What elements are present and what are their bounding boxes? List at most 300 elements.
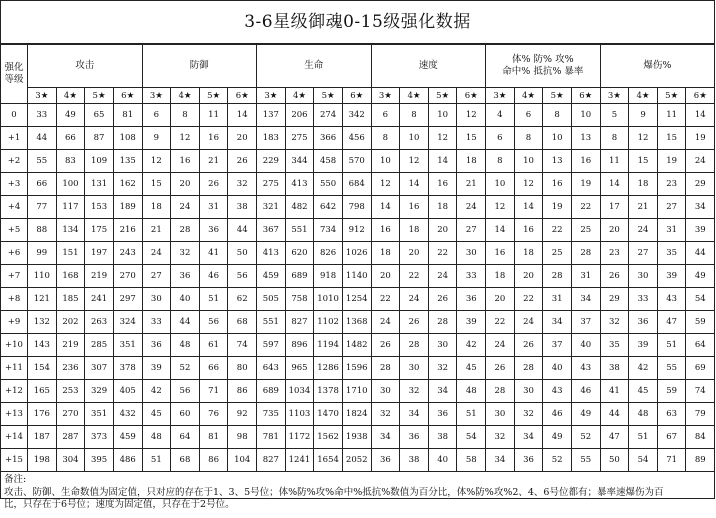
value-cell: 10 (371, 150, 400, 173)
value-cell: 241 (85, 288, 114, 311)
value-cell: 253 (56, 380, 85, 403)
value-cell: 20 (600, 219, 629, 242)
value-cell: 21 (629, 196, 658, 219)
value-cell: 187 (28, 426, 57, 449)
value-cell: 33 (457, 265, 486, 288)
group-header-1 (142, 45, 257, 88)
value-cell: 47 (657, 311, 686, 334)
value-cell: 12 (629, 127, 658, 150)
value-cell: 24 (142, 242, 171, 265)
value-cell: 275 (285, 127, 314, 150)
star-header: 5★ (314, 88, 343, 104)
value-cell: 56 (199, 311, 228, 334)
value-cell: 168 (56, 265, 85, 288)
value-cell: 16 (571, 150, 600, 173)
value-cell: 33 (28, 104, 57, 127)
value-cell: 643 (257, 357, 286, 380)
value-cell: 108 (113, 127, 142, 150)
value-cell: 30 (514, 380, 543, 403)
value-cell: 55 (571, 449, 600, 472)
star-header-row (1, 88, 715, 104)
star-header: 6★ (113, 88, 142, 104)
value-cell: 35 (657, 242, 686, 265)
value-cell: 10 (428, 104, 457, 127)
value-cell: 9 (142, 127, 171, 150)
value-cell: 162 (113, 173, 142, 196)
value-cell: 51 (142, 449, 171, 472)
value-cell: 8 (371, 127, 400, 150)
value-cell: 36 (400, 426, 429, 449)
value-cell: 304 (56, 449, 85, 472)
value-cell: 71 (657, 449, 686, 472)
value-cell: 28 (428, 311, 457, 334)
value-cell: 30 (400, 357, 429, 380)
value-cell: 202 (56, 311, 85, 334)
value-cell: 16 (428, 173, 457, 196)
value-cell: 2052 (342, 449, 371, 472)
value-cell: 11 (199, 104, 228, 127)
value-cell: 12 (457, 104, 486, 127)
value-cell: 23 (657, 173, 686, 196)
value-cell: 27 (457, 219, 486, 242)
value-cell: 49 (543, 426, 572, 449)
value-cell: 14 (400, 173, 429, 196)
value-cell: 24 (428, 265, 457, 288)
value-cell: 1254 (342, 288, 371, 311)
value-cell: 25 (571, 219, 600, 242)
value-cell: 154 (28, 357, 57, 380)
value-cell: 22 (371, 288, 400, 311)
value-cell: 121 (28, 288, 57, 311)
value-cell: 26 (486, 357, 515, 380)
value-cell: 84 (686, 426, 715, 449)
level-cell: 0 (1, 104, 28, 127)
value-cell: 32 (428, 357, 457, 380)
value-cell: 1172 (285, 426, 314, 449)
value-cell: 206 (285, 104, 314, 127)
value-cell: 263 (85, 311, 114, 334)
value-cell: 14 (371, 196, 400, 219)
value-cell: 1140 (342, 265, 371, 288)
value-cell: 14 (514, 196, 543, 219)
value-cell: 132 (28, 311, 57, 334)
value-cell: 1241 (285, 449, 314, 472)
star-header: 6★ (228, 88, 257, 104)
value-cell: 64 (171, 426, 200, 449)
value-cell: 432 (113, 403, 142, 426)
value-cell: 46 (199, 265, 228, 288)
value-cell: 16 (400, 196, 429, 219)
star-header: 5★ (85, 88, 114, 104)
value-cell: 24 (686, 150, 715, 173)
value-cell: 329 (85, 380, 114, 403)
value-cell: 39 (629, 334, 658, 357)
value-cell: 287 (56, 426, 85, 449)
value-cell: 81 (113, 104, 142, 127)
star-header: 4★ (171, 88, 200, 104)
value-cell: 8 (400, 104, 429, 127)
value-cell: 42 (629, 357, 658, 380)
value-cell: 28 (371, 357, 400, 380)
level-cell: +2 (1, 150, 28, 173)
value-cell: 54 (686, 288, 715, 311)
value-cell: 54 (629, 449, 658, 472)
star-header: 6★ (686, 88, 715, 104)
value-cell: 12 (371, 173, 400, 196)
value-cell: 197 (85, 242, 114, 265)
value-cell: 285 (85, 334, 114, 357)
value-cell: 28 (171, 219, 200, 242)
value-cell: 27 (629, 242, 658, 265)
value-cell: 40 (428, 449, 457, 472)
value-cell: 274 (314, 104, 343, 127)
value-cell: 37 (543, 334, 572, 357)
value-cell: 684 (342, 173, 371, 196)
value-cell: 15 (657, 127, 686, 150)
value-cell: 50 (600, 449, 629, 472)
value-cell: 12 (486, 196, 515, 219)
value-cell: 87 (85, 127, 114, 150)
value-cell: 66 (28, 173, 57, 196)
value-cell: 342 (342, 104, 371, 127)
value-cell: 30 (457, 242, 486, 265)
value-cell: 1010 (314, 288, 343, 311)
value-cell: 49 (686, 265, 715, 288)
value-cell: 14 (486, 219, 515, 242)
value-cell: 80 (228, 357, 257, 380)
value-cell: 38 (600, 357, 629, 380)
star-header: 3★ (600, 88, 629, 104)
value-cell: 32 (486, 426, 515, 449)
value-cell: 8 (514, 127, 543, 150)
value-cell: 76 (199, 403, 228, 426)
value-cell: 597 (257, 334, 286, 357)
value-cell: 28 (571, 242, 600, 265)
value-cell: 99 (28, 242, 57, 265)
value-cell: 18 (428, 196, 457, 219)
value-cell: 34 (400, 403, 429, 426)
value-cell: 33 (142, 311, 171, 334)
value-cell: 41 (199, 242, 228, 265)
value-cell: 456 (342, 127, 371, 150)
level-cell: +13 (1, 403, 28, 426)
table-row (1, 334, 715, 357)
star-header: 6★ (571, 88, 600, 104)
table-row (1, 449, 715, 472)
value-cell: 16 (486, 242, 515, 265)
value-cell: 77 (28, 196, 57, 219)
value-cell: 12 (514, 173, 543, 196)
value-cell: 68 (228, 311, 257, 334)
value-cell: 45 (629, 380, 658, 403)
value-cell: 1824 (342, 403, 371, 426)
value-cell: 176 (28, 403, 57, 426)
value-cell: 14 (600, 173, 629, 196)
value-cell: 32 (228, 173, 257, 196)
value-cell: 912 (342, 219, 371, 242)
value-cell: 29 (686, 173, 715, 196)
value-cell: 47 (600, 426, 629, 449)
star-header: 4★ (56, 88, 85, 104)
value-cell: 28 (486, 380, 515, 403)
value-cell: 551 (257, 311, 286, 334)
value-cell: 1286 (314, 357, 343, 380)
value-cell: 270 (56, 403, 85, 426)
level-cell: +15 (1, 449, 28, 472)
value-cell: 351 (85, 403, 114, 426)
group-header-label: 爆伤% (643, 60, 672, 71)
value-cell: 6 (142, 104, 171, 127)
value-cell: 826 (314, 242, 343, 265)
notes-label: 备注: (4, 474, 27, 485)
value-cell: 48 (457, 380, 486, 403)
value-cell: 32 (371, 403, 400, 426)
value-cell: 17 (600, 196, 629, 219)
value-cell: 68 (171, 449, 200, 472)
value-cell: 104 (228, 449, 257, 472)
table-row (1, 265, 715, 288)
value-cell: 61 (199, 334, 228, 357)
value-cell: 16 (199, 127, 228, 150)
value-cell: 19 (571, 173, 600, 196)
notes-line-1: 攻击、防御、生命数值为固定值，只对应的存在于1、3、5号位；体%防%攻%命中%抵抗%数值为百分比，体%防%攻%2、4、6号位都有；暴率速爆伤为百 (4, 486, 664, 498)
value-cell: 32 (514, 403, 543, 426)
value-cell: 44 (228, 219, 257, 242)
value-cell: 183 (257, 127, 286, 150)
value-cell: 243 (113, 242, 142, 265)
table-row (1, 403, 715, 426)
value-cell: 6 (486, 127, 515, 150)
level-cell: +14 (1, 426, 28, 449)
star-header: 3★ (486, 88, 515, 104)
value-cell: 74 (228, 334, 257, 357)
value-cell: 55 (657, 357, 686, 380)
star-header: 6★ (457, 88, 486, 104)
value-cell: 109 (85, 150, 114, 173)
value-cell: 25 (543, 242, 572, 265)
value-cell: 10 (571, 104, 600, 127)
value-cell: 88 (28, 219, 57, 242)
table-row (1, 311, 715, 334)
value-cell: 39 (142, 357, 171, 380)
value-cell: 378 (113, 357, 142, 380)
value-cell: 32 (600, 311, 629, 334)
value-cell: 31 (571, 265, 600, 288)
value-cell: 550 (314, 173, 343, 196)
value-cell: 20 (228, 127, 257, 150)
group-header-2 (257, 45, 372, 88)
value-cell: 83 (56, 150, 85, 173)
value-cell: 43 (657, 288, 686, 311)
value-cell: 28 (514, 357, 543, 380)
table-row (1, 196, 715, 219)
level-cell: +5 (1, 219, 28, 242)
level-cell: +7 (1, 265, 28, 288)
value-cell: 45 (457, 357, 486, 380)
value-cell: 22 (514, 288, 543, 311)
value-cell: 32 (400, 380, 429, 403)
value-cell: 324 (113, 311, 142, 334)
value-cell: 1102 (314, 311, 343, 334)
value-cell: 39 (686, 219, 715, 242)
value-cell: 13 (543, 150, 572, 173)
value-cell: 34 (571, 288, 600, 311)
value-cell: 15 (457, 127, 486, 150)
value-cell: 20 (486, 288, 515, 311)
value-cell: 86 (199, 449, 228, 472)
value-cell: 69 (686, 357, 715, 380)
value-cell: 781 (257, 426, 286, 449)
value-cell: 18 (514, 242, 543, 265)
level-cell: +4 (1, 196, 28, 219)
value-cell: 896 (285, 334, 314, 357)
value-cell: 30 (629, 265, 658, 288)
group-header-label: 攻击 (75, 60, 95, 71)
value-cell: 18 (371, 242, 400, 265)
value-cell: 918 (314, 265, 343, 288)
value-cell: 1562 (314, 426, 343, 449)
value-cell: 642 (314, 196, 343, 219)
value-cell: 413 (285, 173, 314, 196)
value-cell: 50 (228, 242, 257, 265)
value-cell: 24 (514, 311, 543, 334)
value-cell: 46 (571, 380, 600, 403)
value-cell: 65 (85, 104, 114, 127)
value-cell: 10 (486, 173, 515, 196)
value-cell: 297 (113, 288, 142, 311)
level-cell: +8 (1, 288, 28, 311)
group-header-5 (600, 45, 715, 88)
value-cell: 18 (486, 265, 515, 288)
value-cell: 34 (686, 196, 715, 219)
value-cell: 6 (371, 104, 400, 127)
table-row (1, 104, 715, 127)
value-cell: 236 (56, 357, 85, 380)
value-cell: 33 (629, 288, 658, 311)
value-cell: 51 (457, 403, 486, 426)
value-cell: 20 (371, 265, 400, 288)
value-cell: 54 (457, 426, 486, 449)
level-cell: +10 (1, 334, 28, 357)
value-cell: 8 (543, 104, 572, 127)
value-cell: 64 (686, 334, 715, 357)
value-cell: 307 (85, 357, 114, 380)
value-cell: 24 (171, 196, 200, 219)
value-cell: 351 (113, 334, 142, 357)
value-cell: 14 (686, 104, 715, 127)
value-cell: 5 (600, 104, 629, 127)
value-cell: 27 (657, 196, 686, 219)
value-cell: 81 (199, 426, 228, 449)
value-cell: 36 (514, 449, 543, 472)
value-cell: 38 (428, 426, 457, 449)
value-cell: 26 (400, 311, 429, 334)
value-cell: 620 (285, 242, 314, 265)
value-cell: 30 (371, 380, 400, 403)
value-cell: 458 (314, 150, 343, 173)
table-row (1, 127, 715, 150)
value-cell: 19 (686, 127, 715, 150)
star-header: 5★ (199, 88, 228, 104)
group-header-label: 生命 (304, 60, 324, 71)
value-cell: 219 (85, 265, 114, 288)
value-cell: 22 (428, 242, 457, 265)
value-cell: 20 (428, 219, 457, 242)
value-cell: 344 (285, 150, 314, 173)
table-row (1, 357, 715, 380)
value-cell: 16 (543, 173, 572, 196)
value-cell: 131 (85, 173, 114, 196)
level-cell: +6 (1, 242, 28, 265)
star-header: 5★ (657, 88, 686, 104)
value-cell: 9 (629, 104, 658, 127)
value-cell: 13 (571, 127, 600, 150)
value-cell: 34 (486, 449, 515, 472)
value-cell: 30 (142, 288, 171, 311)
value-cell: 10 (514, 150, 543, 173)
value-cell: 43 (543, 380, 572, 403)
value-cell: 10 (543, 127, 572, 150)
star-header: 5★ (543, 88, 572, 104)
value-cell: 79 (686, 403, 715, 426)
value-cell: 1368 (342, 311, 371, 334)
value-cell: 189 (113, 196, 142, 219)
value-cell: 24 (629, 219, 658, 242)
value-cell: 12 (142, 150, 171, 173)
value-cell: 39 (657, 265, 686, 288)
value-cell: 275 (257, 173, 286, 196)
value-cell: 89 (686, 449, 715, 472)
value-cell: 8 (600, 127, 629, 150)
value-cell: 4 (486, 104, 515, 127)
value-cell: 229 (257, 150, 286, 173)
value-cell: 366 (314, 127, 343, 150)
value-cell: 14 (228, 104, 257, 127)
value-cell: 21 (142, 219, 171, 242)
table-row (1, 242, 715, 265)
value-cell: 18 (457, 150, 486, 173)
value-cell: 1654 (314, 449, 343, 472)
value-cell: 486 (113, 449, 142, 472)
value-cell: 1482 (342, 334, 371, 357)
value-cell: 40 (171, 288, 200, 311)
value-cell: 20 (171, 173, 200, 196)
value-cell: 482 (285, 196, 314, 219)
value-cell: 798 (342, 196, 371, 219)
value-cell: 66 (56, 127, 85, 150)
value-cell: 30 (428, 334, 457, 357)
value-cell: 71 (199, 380, 228, 403)
value-cell: 100 (56, 173, 85, 196)
value-cell: 110 (28, 265, 57, 288)
value-cell: 42 (142, 380, 171, 403)
value-cell: 26 (371, 334, 400, 357)
value-cell: 117 (56, 196, 85, 219)
value-cell: 24 (400, 288, 429, 311)
value-cell: 26 (199, 173, 228, 196)
value-cell: 59 (686, 311, 715, 334)
value-cell: 20 (514, 265, 543, 288)
notes (1, 472, 714, 518)
value-cell: 135 (113, 150, 142, 173)
group-header-label: 防御 (189, 60, 209, 71)
value-cell: 373 (85, 426, 114, 449)
value-cell: 24 (486, 334, 515, 357)
table-row (1, 150, 715, 173)
value-cell: 14 (428, 150, 457, 173)
value-cell: 459 (257, 265, 286, 288)
value-cell: 15 (142, 173, 171, 196)
